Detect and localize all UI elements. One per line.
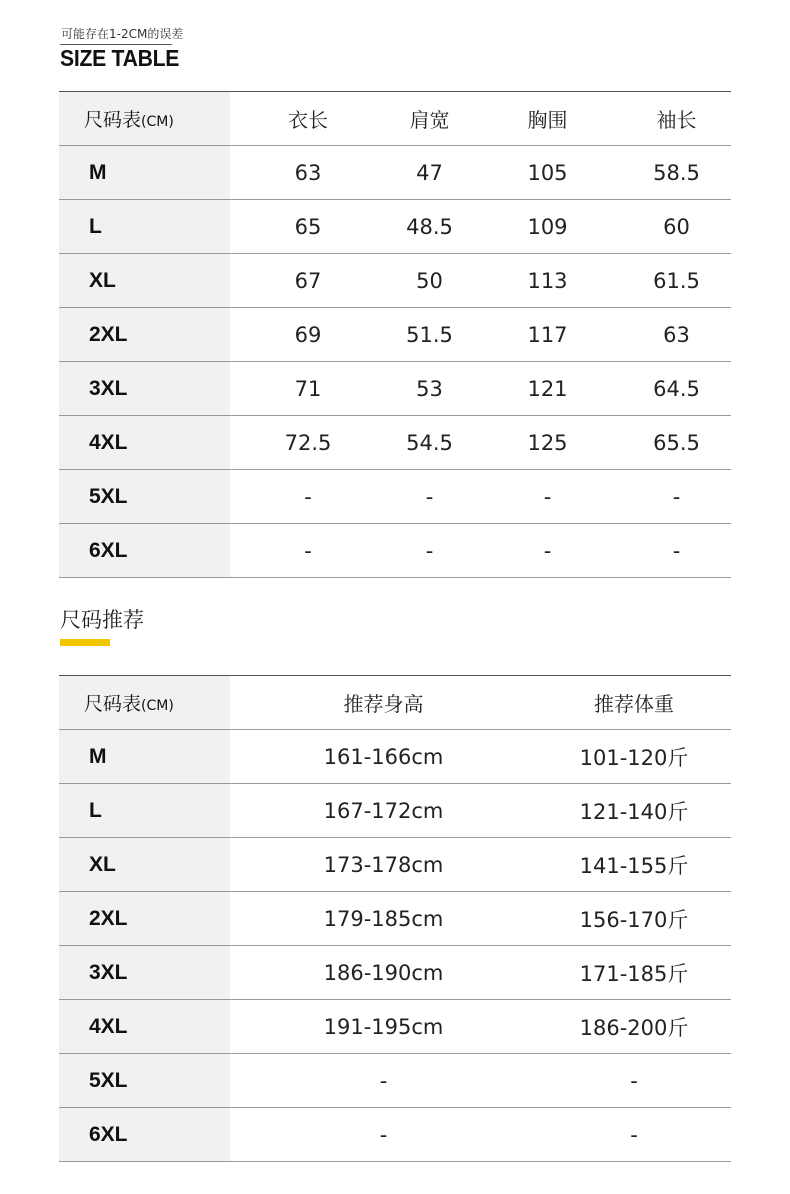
- table-row: [59, 730, 731, 784]
- table-row: [59, 362, 731, 416]
- table-cell: 113: [473, 254, 622, 308]
- table-cell: 51.5: [386, 308, 473, 362]
- size-label-header-text: 尺码表: [84, 109, 142, 131]
- table-cell: 173-178cm: [230, 838, 537, 892]
- size-label: 4XL: [59, 416, 230, 470]
- size-label-unit: (CM): [141, 114, 174, 130]
- table-cell: 60: [622, 200, 731, 254]
- column-header: 推荐体重: [537, 676, 731, 730]
- table-cell: 105: [473, 146, 622, 200]
- table-cell: -: [473, 524, 622, 578]
- size-label: XL: [59, 838, 230, 892]
- table-cell: -: [622, 470, 731, 524]
- table-header-row: [59, 92, 731, 146]
- table-cell: 191-195cm: [230, 1000, 537, 1054]
- table-row: [59, 470, 731, 524]
- table-cell: 54.5: [386, 416, 473, 470]
- recommend-table: [59, 675, 731, 1162]
- size-label-header: [59, 676, 230, 730]
- size-table-title: SIZE TABLE: [60, 45, 180, 71]
- size-table: [59, 91, 731, 578]
- table-cell: 156-170斤: [537, 892, 731, 946]
- column-header: 肩宽: [386, 92, 473, 146]
- table-cell: 121: [473, 362, 622, 416]
- table-row: [59, 892, 731, 946]
- table-cell: 65: [230, 200, 386, 254]
- table-cell: -: [230, 524, 386, 578]
- table-cell: 186-190cm: [230, 946, 537, 1000]
- table-row: [59, 524, 731, 578]
- table-cell: 125: [473, 416, 622, 470]
- table-cell: 117: [473, 308, 622, 362]
- size-label: L: [59, 784, 230, 838]
- table-cell: 53: [386, 362, 473, 416]
- table-cell: 121-140斤: [537, 784, 731, 838]
- size-label: 5XL: [59, 1054, 230, 1108]
- recommend-title: 尺码推荐: [60, 608, 144, 632]
- size-label-header: [59, 92, 230, 146]
- size-table-body: [59, 92, 731, 578]
- table-row: [59, 416, 731, 470]
- table-cell: -: [473, 470, 622, 524]
- table-cell: 71: [230, 362, 386, 416]
- table-cell: -: [230, 1108, 537, 1162]
- table-cell: 65.5: [622, 416, 731, 470]
- size-label: M: [59, 146, 230, 200]
- measurement-tolerance-note: 可能存在1-2CM的误差: [61, 27, 184, 41]
- table-cell: -: [622, 524, 731, 578]
- size-label: 2XL: [59, 308, 230, 362]
- table-row: [59, 200, 731, 254]
- size-label-header-text: 尺码表: [84, 693, 142, 715]
- table-cell: -: [230, 470, 386, 524]
- table-cell: 109: [473, 200, 622, 254]
- table-row: [59, 1054, 731, 1108]
- column-header: 胸围: [473, 92, 622, 146]
- table-row: [59, 146, 731, 200]
- size-label: 5XL: [59, 470, 230, 524]
- size-label: XL: [59, 254, 230, 308]
- table-cell: 58.5: [622, 146, 731, 200]
- column-header: 推荐身高: [230, 676, 537, 730]
- table-cell: 161-166cm: [230, 730, 537, 784]
- table-cell: 50: [386, 254, 473, 308]
- table-cell: 179-185cm: [230, 892, 537, 946]
- table-cell: 101-120斤: [537, 730, 731, 784]
- table-cell: -: [386, 524, 473, 578]
- table-cell: 186-200斤: [537, 1000, 731, 1054]
- column-header: 衣长: [230, 92, 386, 146]
- size-label: 4XL: [59, 1000, 230, 1054]
- table-cell: 61.5: [622, 254, 731, 308]
- recommend-table-body: [59, 676, 731, 1162]
- size-label: 3XL: [59, 362, 230, 416]
- table-row: [59, 784, 731, 838]
- table-cell: -: [230, 1054, 537, 1108]
- table-header-row: [59, 676, 731, 730]
- table-cell: 63: [622, 308, 731, 362]
- table-row: [59, 254, 731, 308]
- recommend-accent-bar: [60, 639, 110, 646]
- table-row: [59, 838, 731, 892]
- size-label: M: [59, 730, 230, 784]
- size-label: 2XL: [59, 892, 230, 946]
- table-row: [59, 308, 731, 362]
- table-cell: 63: [230, 146, 386, 200]
- column-header: 袖长: [622, 92, 731, 146]
- size-label: 6XL: [59, 524, 230, 578]
- size-label: L: [59, 200, 230, 254]
- table-row: [59, 946, 731, 1000]
- size-label-unit: (CM): [141, 698, 174, 714]
- table-cell: 67: [230, 254, 386, 308]
- table-cell: 167-172cm: [230, 784, 537, 838]
- table-row: [59, 1000, 731, 1054]
- size-label: 3XL: [59, 946, 230, 1000]
- table-cell: 171-185斤: [537, 946, 731, 1000]
- size-label: 6XL: [59, 1108, 230, 1162]
- table-cell: 48.5: [386, 200, 473, 254]
- table-cell: 72.5: [230, 416, 386, 470]
- table-row: [59, 1108, 731, 1162]
- table-cell: 141-155斤: [537, 838, 731, 892]
- table-cell: -: [537, 1054, 731, 1108]
- table-cell: -: [537, 1108, 731, 1162]
- table-cell: -: [386, 470, 473, 524]
- table-cell: 47: [386, 146, 473, 200]
- table-cell: 69: [230, 308, 386, 362]
- table-cell: 64.5: [622, 362, 731, 416]
